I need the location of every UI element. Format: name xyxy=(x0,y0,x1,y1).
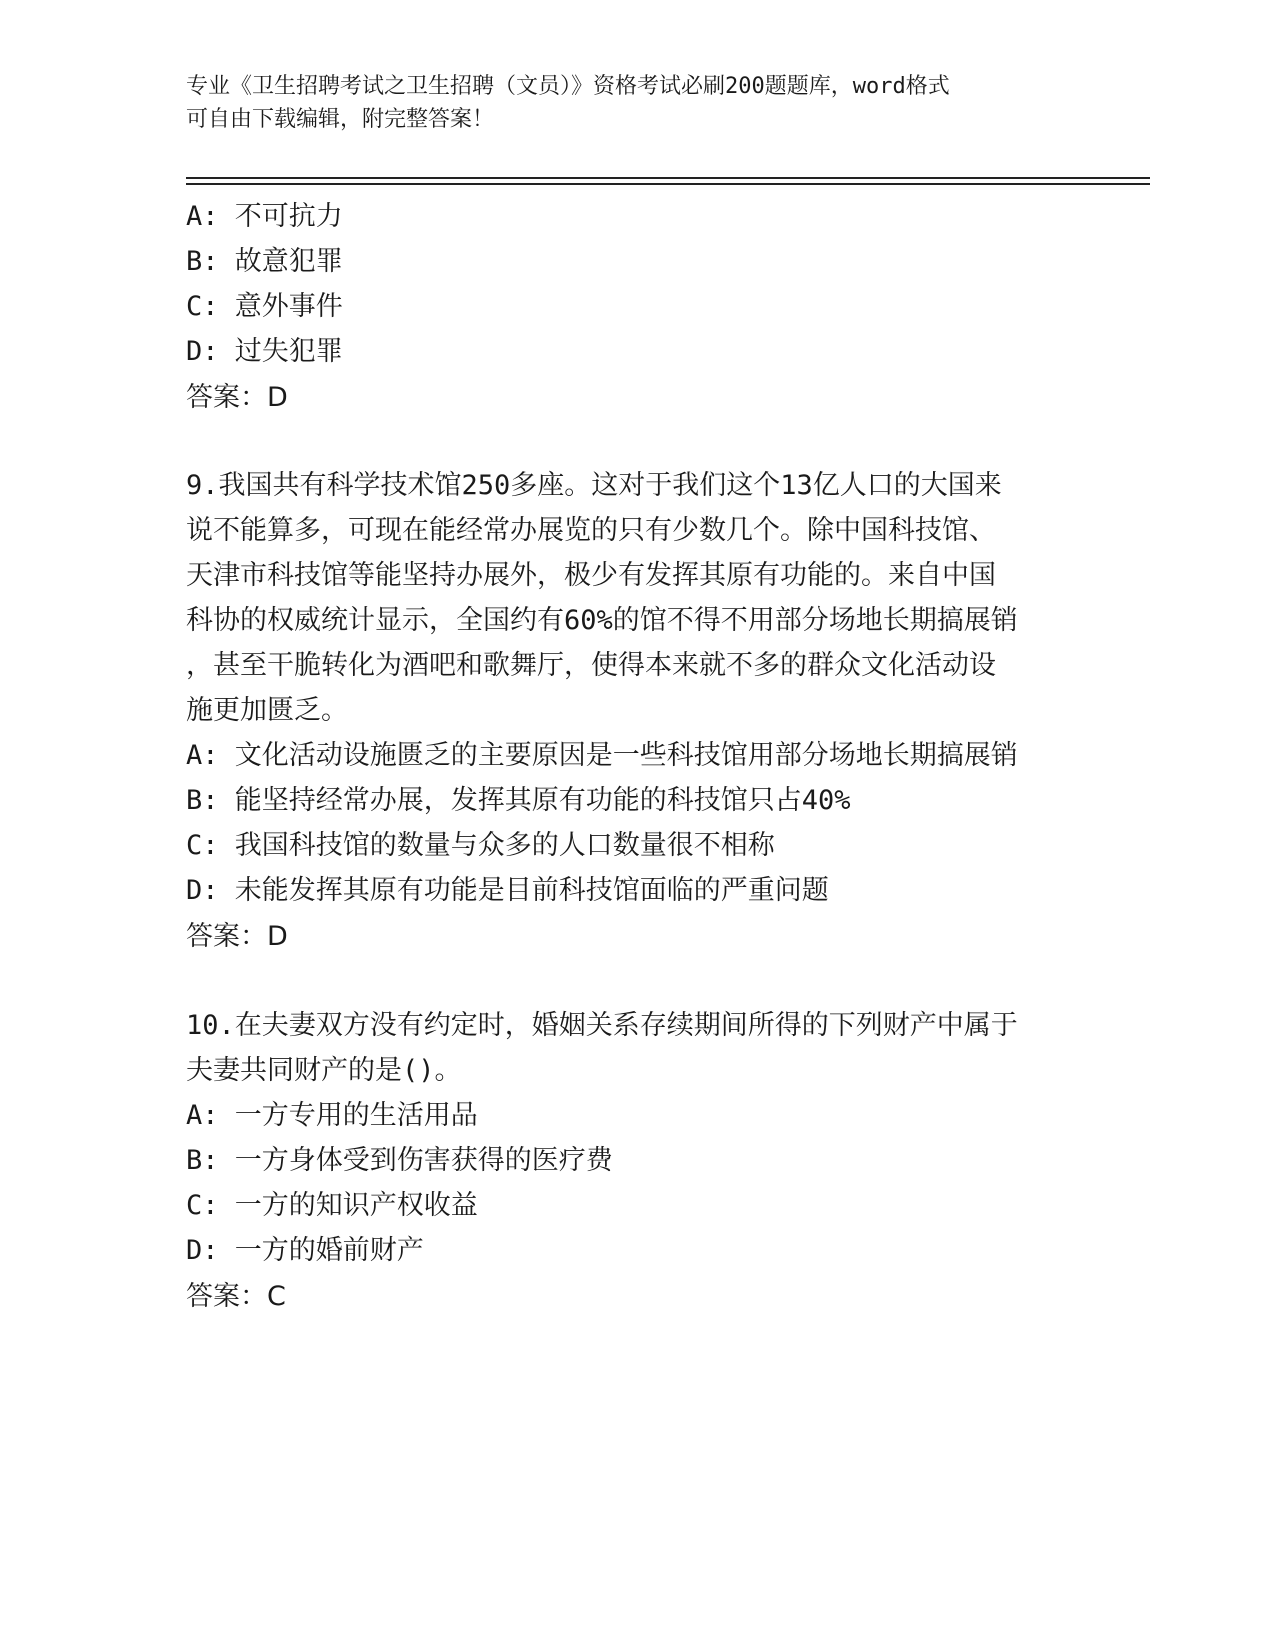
q8-option-b: B: 故意犯罪 xyxy=(186,246,343,277)
q9-stem-line: 9.我国共有科学技术馆250多座。这对于我们这个13亿人口的大国来 xyxy=(186,470,1002,501)
q9-option-a: A: 文化活动设施匮乏的主要原因是一些科技馆用部分场地长期搞展销 xyxy=(186,740,1018,771)
q9-stem-line: ，甚至干脆转化为酒吧和歌舞厅，使得本来就不多的群众文化活动设 xyxy=(186,650,996,681)
q10-option-c: C: 一方的知识产权收益 xyxy=(186,1190,478,1221)
q10-stem-line: 10.在夫妻双方没有约定时，婚姻关系存续期间所得的下列财产中属于 xyxy=(186,1010,1018,1041)
q8-option-c: C: 意外事件 xyxy=(186,291,343,322)
document-header xyxy=(186,70,1066,136)
q9-stem-line: 说不能算多，可现在能经常办展览的只有少数几个。除中国科技馆、 xyxy=(186,515,996,546)
header-line-2: 可自由下载编辑，附完整答案！ xyxy=(186,107,495,132)
header-rule-bottom xyxy=(186,183,1150,185)
q8-answer: 答案：D xyxy=(186,382,288,413)
q9-answer: 答案：D xyxy=(186,921,288,952)
q9-stem-line: 科协的权威统计显示，全国约有60%的馆不得不用部分场地长期搞展销 xyxy=(186,605,1018,636)
q10-option-d: D: 一方的婚前财产 xyxy=(186,1235,424,1266)
q9-option-d: D: 未能发挥其原有功能是目前科技馆面临的严重问题 xyxy=(186,875,829,906)
q8-option-a: A: 不可抗力 xyxy=(186,201,343,232)
q9-option-c: C: 我国科技馆的数量与众多的人口数量很不相称 xyxy=(186,830,775,861)
q10-answer: 答案：C xyxy=(186,1281,286,1312)
q9-stem-line: 施更加匮乏。 xyxy=(186,695,348,726)
q10-option-a: A: 一方专用的生活用品 xyxy=(186,1100,478,1131)
q10-option-b: B: 一方身体受到伤害获得的医疗费 xyxy=(186,1145,613,1176)
q9-stem-line: 天津市科技馆等能坚持办展外，极少有发挥其原有功能的。来自中国 xyxy=(186,560,996,591)
header-rule-top xyxy=(186,177,1150,179)
header-line-1: 专业《卫生招聘考试之卫生招聘（文员）》资格考试必刷200题题库，word格式 xyxy=(186,74,950,99)
q9-option-b: B: 能坚持经常办展，发挥其原有功能的科技馆只占40% xyxy=(186,785,851,816)
q8-option-d: D: 过失犯罪 xyxy=(186,336,343,367)
q10-stem-line: 夫妻共同财产的是()。 xyxy=(186,1055,462,1086)
